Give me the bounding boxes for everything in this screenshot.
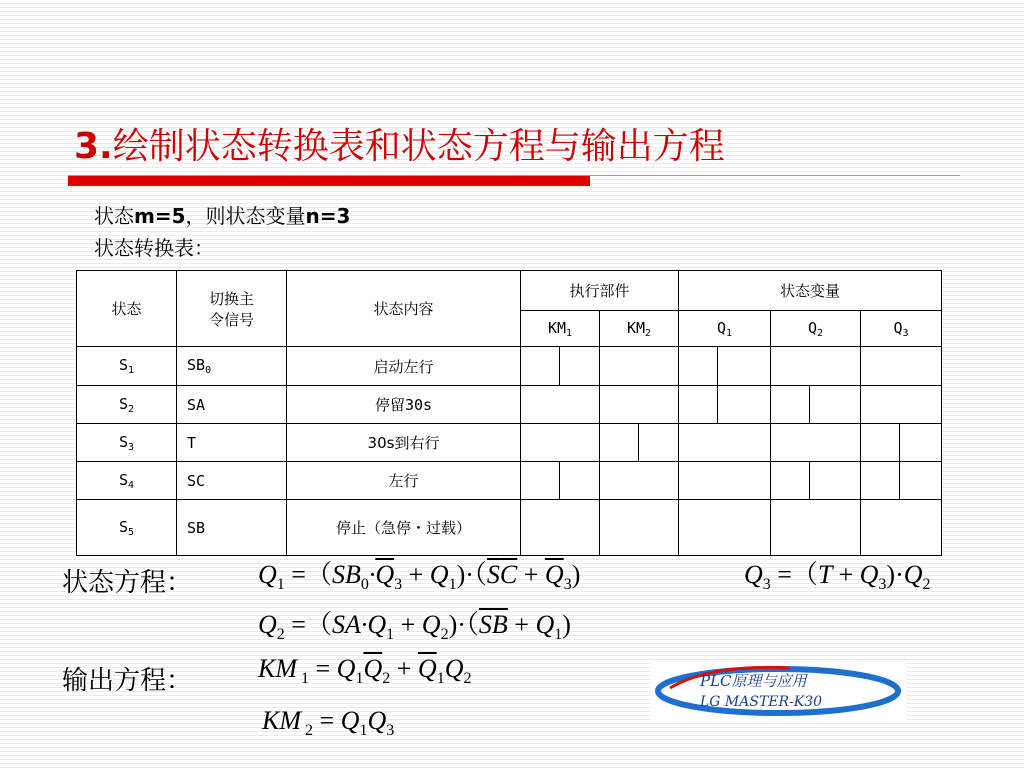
title-underline-thick xyxy=(68,176,590,186)
cell-q2 xyxy=(771,424,861,462)
subheader-km1: $KM_1$ xyxy=(521,311,600,347)
equation-km2: KM $_2 = Q_1Q_3$ xyxy=(262,706,395,739)
logo-title: PLC原理与应用 xyxy=(700,672,807,690)
equation-q3: $Q_3 =(T + Q_3)\cdot Q_2$ xyxy=(744,560,931,593)
cell-q3 xyxy=(861,386,942,424)
header-content: 状态内容 xyxy=(287,271,521,347)
cell-km2 xyxy=(600,347,679,386)
state-transition-table xyxy=(76,270,942,556)
cell-state: $S_3$ xyxy=(77,424,177,462)
cell-km1 xyxy=(521,500,600,556)
cell-q1 xyxy=(679,347,771,386)
cell-command: SA xyxy=(177,386,287,424)
cell-q1 xyxy=(679,462,771,500)
cell-km1 xyxy=(521,462,600,500)
state-equation-label: 状态方程： xyxy=(62,568,193,598)
cell-q1 xyxy=(679,424,771,462)
cell-q2 xyxy=(771,386,861,424)
slide-title xyxy=(74,118,725,169)
logo-subtitle: LG MASTER-K30 xyxy=(700,694,823,710)
cell-content: 停留30s xyxy=(287,386,521,424)
header-state: 状态 xyxy=(77,271,177,347)
table-row xyxy=(77,347,942,386)
equation-q1: $Q_1 =(SB_0\cdot\overline{Q}_3 + Q_1)\cdot(\overline{S}\overline{C} + \overline{Q}_3)$ xyxy=(258,560,581,593)
header-command: 切换主 令信号 xyxy=(177,271,287,347)
output-equation-label: 输出方程： xyxy=(62,666,193,696)
equation-q2: $Q_2 =(SA\cdot Q_1 + Q_2)\cdot(\overline{SB} + Q_1)$ xyxy=(258,610,571,643)
cell-q2 xyxy=(771,500,861,556)
course-logo xyxy=(650,660,906,722)
cell-command: SB xyxy=(177,500,287,556)
equation-km1: KM $_1 = Q_1\overline{Q}_2 + \overline{Q}_1Q_2$ xyxy=(258,654,472,687)
cell-q2 xyxy=(771,462,861,500)
cell-km1 xyxy=(521,347,600,386)
table-caption: 状态转换表： xyxy=(94,236,214,260)
cell-km2 xyxy=(600,424,679,462)
cell-state: $S_1$ xyxy=(77,347,177,386)
cell-state: $S_2$ xyxy=(77,386,177,424)
state-count-line: 状态m=5，则状态变量n=3 xyxy=(94,204,351,228)
table-row xyxy=(77,424,942,462)
cell-q1 xyxy=(679,386,771,424)
cell-content: 左行 xyxy=(287,462,521,500)
cell-content: 停止（急停・过载） xyxy=(287,500,521,556)
cell-command: T xyxy=(177,424,287,462)
cell-q3 xyxy=(861,424,942,462)
cell-km1 xyxy=(521,424,600,462)
cell-km2 xyxy=(600,386,679,424)
cell-command: SC xyxy=(177,462,287,500)
header-actuator: 执行部件 xyxy=(521,271,679,311)
subheader-km2: $KM_2$ xyxy=(600,311,679,347)
cell-q2 xyxy=(771,347,861,386)
title-number: 3. xyxy=(74,126,113,167)
cell-km2 xyxy=(600,462,679,500)
cell-q3 xyxy=(861,462,942,500)
cell-state: $S_4$ xyxy=(77,462,177,500)
cell-state: $S_5$ xyxy=(77,500,177,556)
cell-q3 xyxy=(861,500,942,556)
table-row xyxy=(77,462,942,500)
table-row xyxy=(77,500,942,556)
cell-km2 xyxy=(600,500,679,556)
header-variables: 状态变量 xyxy=(679,271,942,311)
cell-command: $SB_0$ xyxy=(177,347,287,386)
subheader-q2: $Q_2$ xyxy=(771,311,861,347)
cell-q3 xyxy=(861,347,942,386)
cell-content: 30s到右行 xyxy=(287,424,521,462)
cell-content: 启动左行 xyxy=(287,347,521,386)
table-row xyxy=(77,386,942,424)
subheader-q3: $Q_3$ xyxy=(861,311,942,347)
cell-q1 xyxy=(679,500,771,556)
title-text: 绘制状态转换表和状态方程与输出方程 xyxy=(112,126,725,167)
subheader-q1: $Q_1$ xyxy=(679,311,771,347)
cell-km1 xyxy=(521,386,600,424)
